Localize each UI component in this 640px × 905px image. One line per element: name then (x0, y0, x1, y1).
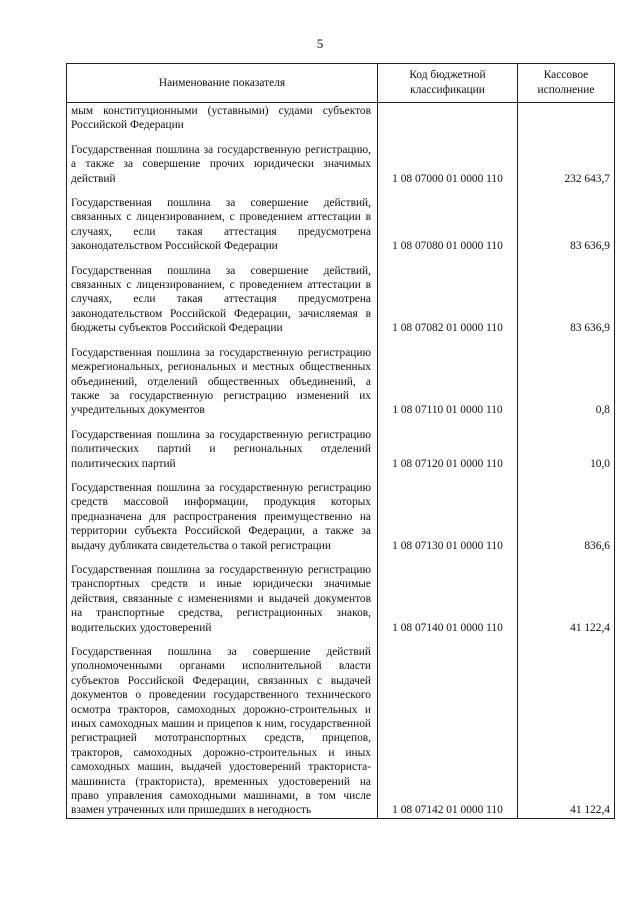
row-name: Государственная пошлина за совершение действий, связанных с лицензированием, с проведением аттестации в случаях, если такая аттестация предусмотрена законодательством Российской Федерации (67, 186, 378, 254)
table-row (67, 471, 615, 553)
row-amount: 836,6 (518, 471, 615, 553)
row-name: Государственная пошлина за государственную регистрацию межрегиональных, региональных и местных общественных объединений, отделений общественных объединений, а также за государственную регистрацию изменений их учредительных документов (67, 336, 378, 418)
table-row (67, 553, 615, 635)
row-code: 1 08 07120 01 0000 110 (378, 418, 518, 471)
row-name: Государственная пошлина за государственную регистрацию средств массовой информации, продукция которых предназначена для распространения преимущественно на территории субъекта Российской Федерации, а также за выдачу дубликата свидетельства о такой регистрации (67, 471, 378, 553)
row-code: 1 08 07140 01 0000 110 (378, 553, 518, 635)
table-header (67, 64, 615, 103)
row-name: Государственная пошлина за государственную регистрацию транспортных средств и иные юридически значимые действия, связанные с изменениями и выдачей документов на транспортные средства, регистрационных знаков, водительских удостоверений (67, 553, 378, 635)
row-code: 1 08 07142 01 0000 110 (378, 635, 518, 818)
budget-execution-table (66, 63, 615, 819)
page-number: 5 (316, 36, 324, 51)
row-amount: 0,8 (518, 336, 615, 418)
table-row (67, 133, 615, 186)
header-name-column: Наименование показателя (67, 64, 378, 103)
row-amount (518, 103, 615, 133)
row-name: Государственная пошлина за совершение действий, связанных с лицензированием, с проведением аттестации в случаях, если такая аттестация предусмотрена законодательством Российской Федерации, зачисляемая в бюджеты субъектов Российской Федерации (67, 254, 378, 336)
row-code: 1 08 07080 01 0000 110 (378, 186, 518, 254)
row-name: Государственная пошлина за государственную регистрацию, а также за совершение прочих юридически значимых действий (67, 133, 378, 186)
header-code-column: Код бюджетной классификации (378, 64, 518, 103)
row-amount: 41 122,4 (518, 635, 615, 818)
table-row (67, 103, 615, 133)
row-code: 1 08 07000 01 0000 110 (378, 133, 518, 186)
table-row (67, 336, 615, 418)
table-row (67, 418, 615, 471)
row-amount: 232 643,7 (518, 133, 615, 186)
row-amount: 83 636,9 (518, 254, 615, 336)
row-amount: 83 636,9 (518, 186, 615, 254)
table-row (67, 254, 615, 336)
row-code: 1 08 07130 01 0000 110 (378, 471, 518, 553)
row-code (378, 103, 518, 133)
table-row (67, 186, 615, 254)
row-amount: 41 122,4 (518, 553, 615, 635)
row-code: 1 08 07110 01 0000 110 (378, 336, 518, 418)
header-amount-column: Кассовое исполнение (518, 64, 615, 103)
row-name: Государственная пошлина за совершение действий уполномоченными органами исполнительной власти субъектов Российской Федерации, связанных с выдачей документов о проведении государственного технического осмотра тракторов, самоходных дорожно-строительных и иных самоходных машин и прицепов к ним, государственной регистрацией мототранспортных средств, прицепов, тракторов, самоходных дорожно-строительных и иных самоходных машин, выдачей удостоверений тракториста-машиниста (тракториста), временных удостоверений на право управления самоходными машинами, в том числе взамен утраченных или пришедших в негодность (67, 635, 378, 818)
row-amount: 10,0 (518, 418, 615, 471)
row-name: Государственная пошлина за государственную регистрацию политических партий и региональных отделений политических партий (67, 418, 378, 471)
table-row (67, 635, 615, 818)
row-name: мым конституционными (уставными) судами субъектов Российской Федерации (67, 103, 378, 133)
row-code: 1 08 07082 01 0000 110 (378, 254, 518, 336)
